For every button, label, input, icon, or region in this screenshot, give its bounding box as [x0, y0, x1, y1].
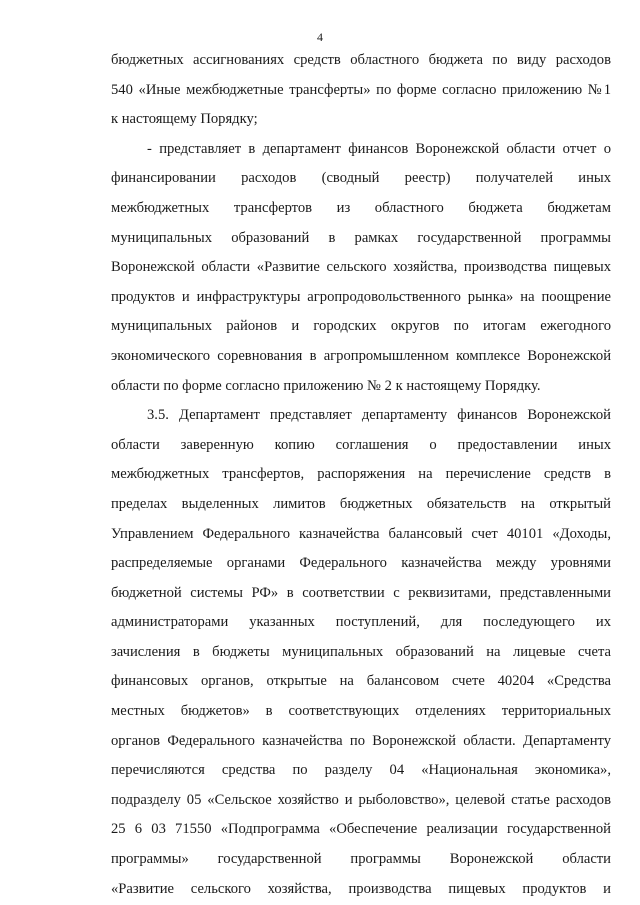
text-line: Управлением Федерального казначейства балансовый счет 40101 «Доходы,: [111, 525, 611, 542]
text-line: экономического соревнования в агропромышленном комплексе Воронежской: [111, 347, 611, 364]
text-line: финансировании расходов (сводный реестр) получателей иных: [111, 170, 611, 187]
text-line: межбюджетных трансфертов, распоряжения на перечисление средств в: [111, 466, 611, 483]
text-line: распределяемые органами Федерального казначейства между уровнями: [111, 555, 611, 572]
text-line: программы» государственной программы Воронежской области: [111, 851, 611, 868]
text-line: области по форме согласно приложению № 2 к настоящему Порядку.: [111, 377, 541, 394]
text-line: к настоящему Порядку;: [111, 111, 258, 128]
document-body: [111, 46, 611, 904]
text-line: бюджетной системы РФ» в соответствии с реквизитами, представленными: [111, 584, 611, 601]
page-number: 4: [317, 30, 323, 44]
text-line: области заверенную копию соглашения о предоставлении иных: [111, 436, 611, 453]
text-line: «Развитие сельского хозяйства, производства пищевых продуктов и: [111, 880, 611, 897]
text-line: органов Федерального казначейства по Воронежской области. Департаменту: [111, 732, 611, 749]
text-line: перечисляются средства по разделу 04 «Национальная экономика»,: [111, 762, 611, 779]
text-line: местных бюджетов» в соответствующих отделениях территориальных: [111, 703, 611, 720]
text-line: администраторами указанных поступлений, для последующего их: [111, 614, 611, 631]
text-line: зачисления в бюджеты муниципальных образований на лицевые счета: [111, 643, 611, 660]
text-line: бюджетных ассигнованиях средств областного бюджета по виду расходов: [111, 52, 611, 68]
text-line: муниципальных районов и городских округов по итогам ежегодного: [111, 318, 611, 335]
text-line: финансовых органов, открытые на балансовом счете 40204 «Средства: [111, 673, 611, 690]
text-line: - представляет в департамент финансов Воронежской области отчет о: [147, 140, 611, 157]
text-line: подразделу 05 «Сельское хозяйство и рыболовство», целевой статье расходов: [111, 791, 611, 808]
text-line: муниципальных образований в рамках государственной программы: [111, 229, 611, 246]
text-line: 25 6 03 71550 «Подпрограмма «Обеспечение реализации государственной: [111, 821, 611, 838]
text-line: пределах выделенных лимитов бюджетных обязательств на открытый: [111, 495, 611, 512]
text-line: межбюджетных трансфертов из областного бюджета бюджетам: [111, 199, 611, 216]
text-line: продуктов и инфраструктуры агропродовольственного рынка» на поощрение: [111, 288, 611, 305]
text-line: 3.5. Департамент представляет департаменту финансов Воронежской: [147, 407, 611, 424]
text-line: Воронежской области «Развитие сельского хозяйства, производства пищевых: [111, 259, 611, 276]
text-line: 540 «Иные межбюджетные трансферты» по форме согласно приложению №1: [111, 81, 611, 98]
